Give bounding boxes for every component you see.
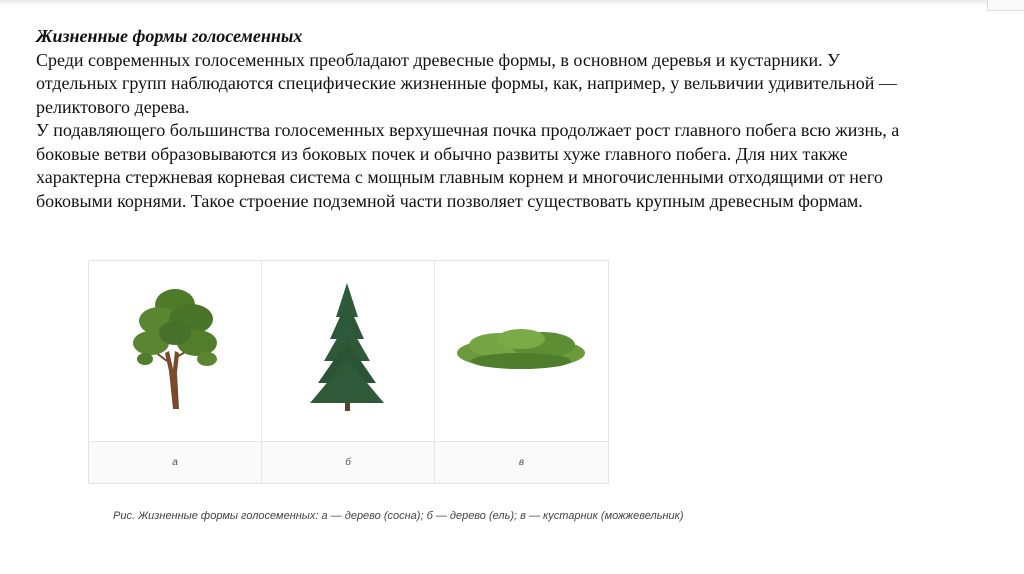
figure-label-a: а xyxy=(89,442,262,483)
paragraph-1: Среди современных голосеменных преобладают древесные формы, в основном деревья и кустарники. У отдельных групп наблюдаются специфические жизненные формы, как, например, у вельвичии удивительной — реликтового дерева. xyxy=(36,49,897,117)
figure-caption: Рис. Жизненные формы голосеменных: а — дерево (сосна); б — дерево (ель); в — кустарник (можжевельник) xyxy=(113,510,684,522)
juniper-shrub-image xyxy=(435,261,608,442)
slide-corner-tab xyxy=(987,0,1024,11)
figure-cell-juniper xyxy=(435,261,608,442)
figure-cell-spruce xyxy=(262,261,435,442)
text-block xyxy=(36,25,916,213)
figure-label-v: в xyxy=(435,442,608,483)
pine-tree-image xyxy=(89,261,262,442)
figure-label-b: б xyxy=(262,442,435,483)
figure-table xyxy=(88,260,609,484)
paragraph-2: У подавляющего большинства голосеменных верхушечная почка продолжает рост главного побега всю жизнь, а боковые ветви образовываются из боковых почек и обычно развиты хуже главного побега. Для них также характерна стержневая корневая система с мощным главным корнем и многочисленными отходящими от него боковыми корнями. Такое строение подземной части позволяет существовать крупным древесным формам. xyxy=(36,120,900,211)
figure-cell-pine xyxy=(89,261,262,442)
slide-top-edge xyxy=(0,0,1024,6)
spruce-tree-image xyxy=(262,261,435,442)
heading: Жизненные формы голосеменных xyxy=(36,26,303,46)
